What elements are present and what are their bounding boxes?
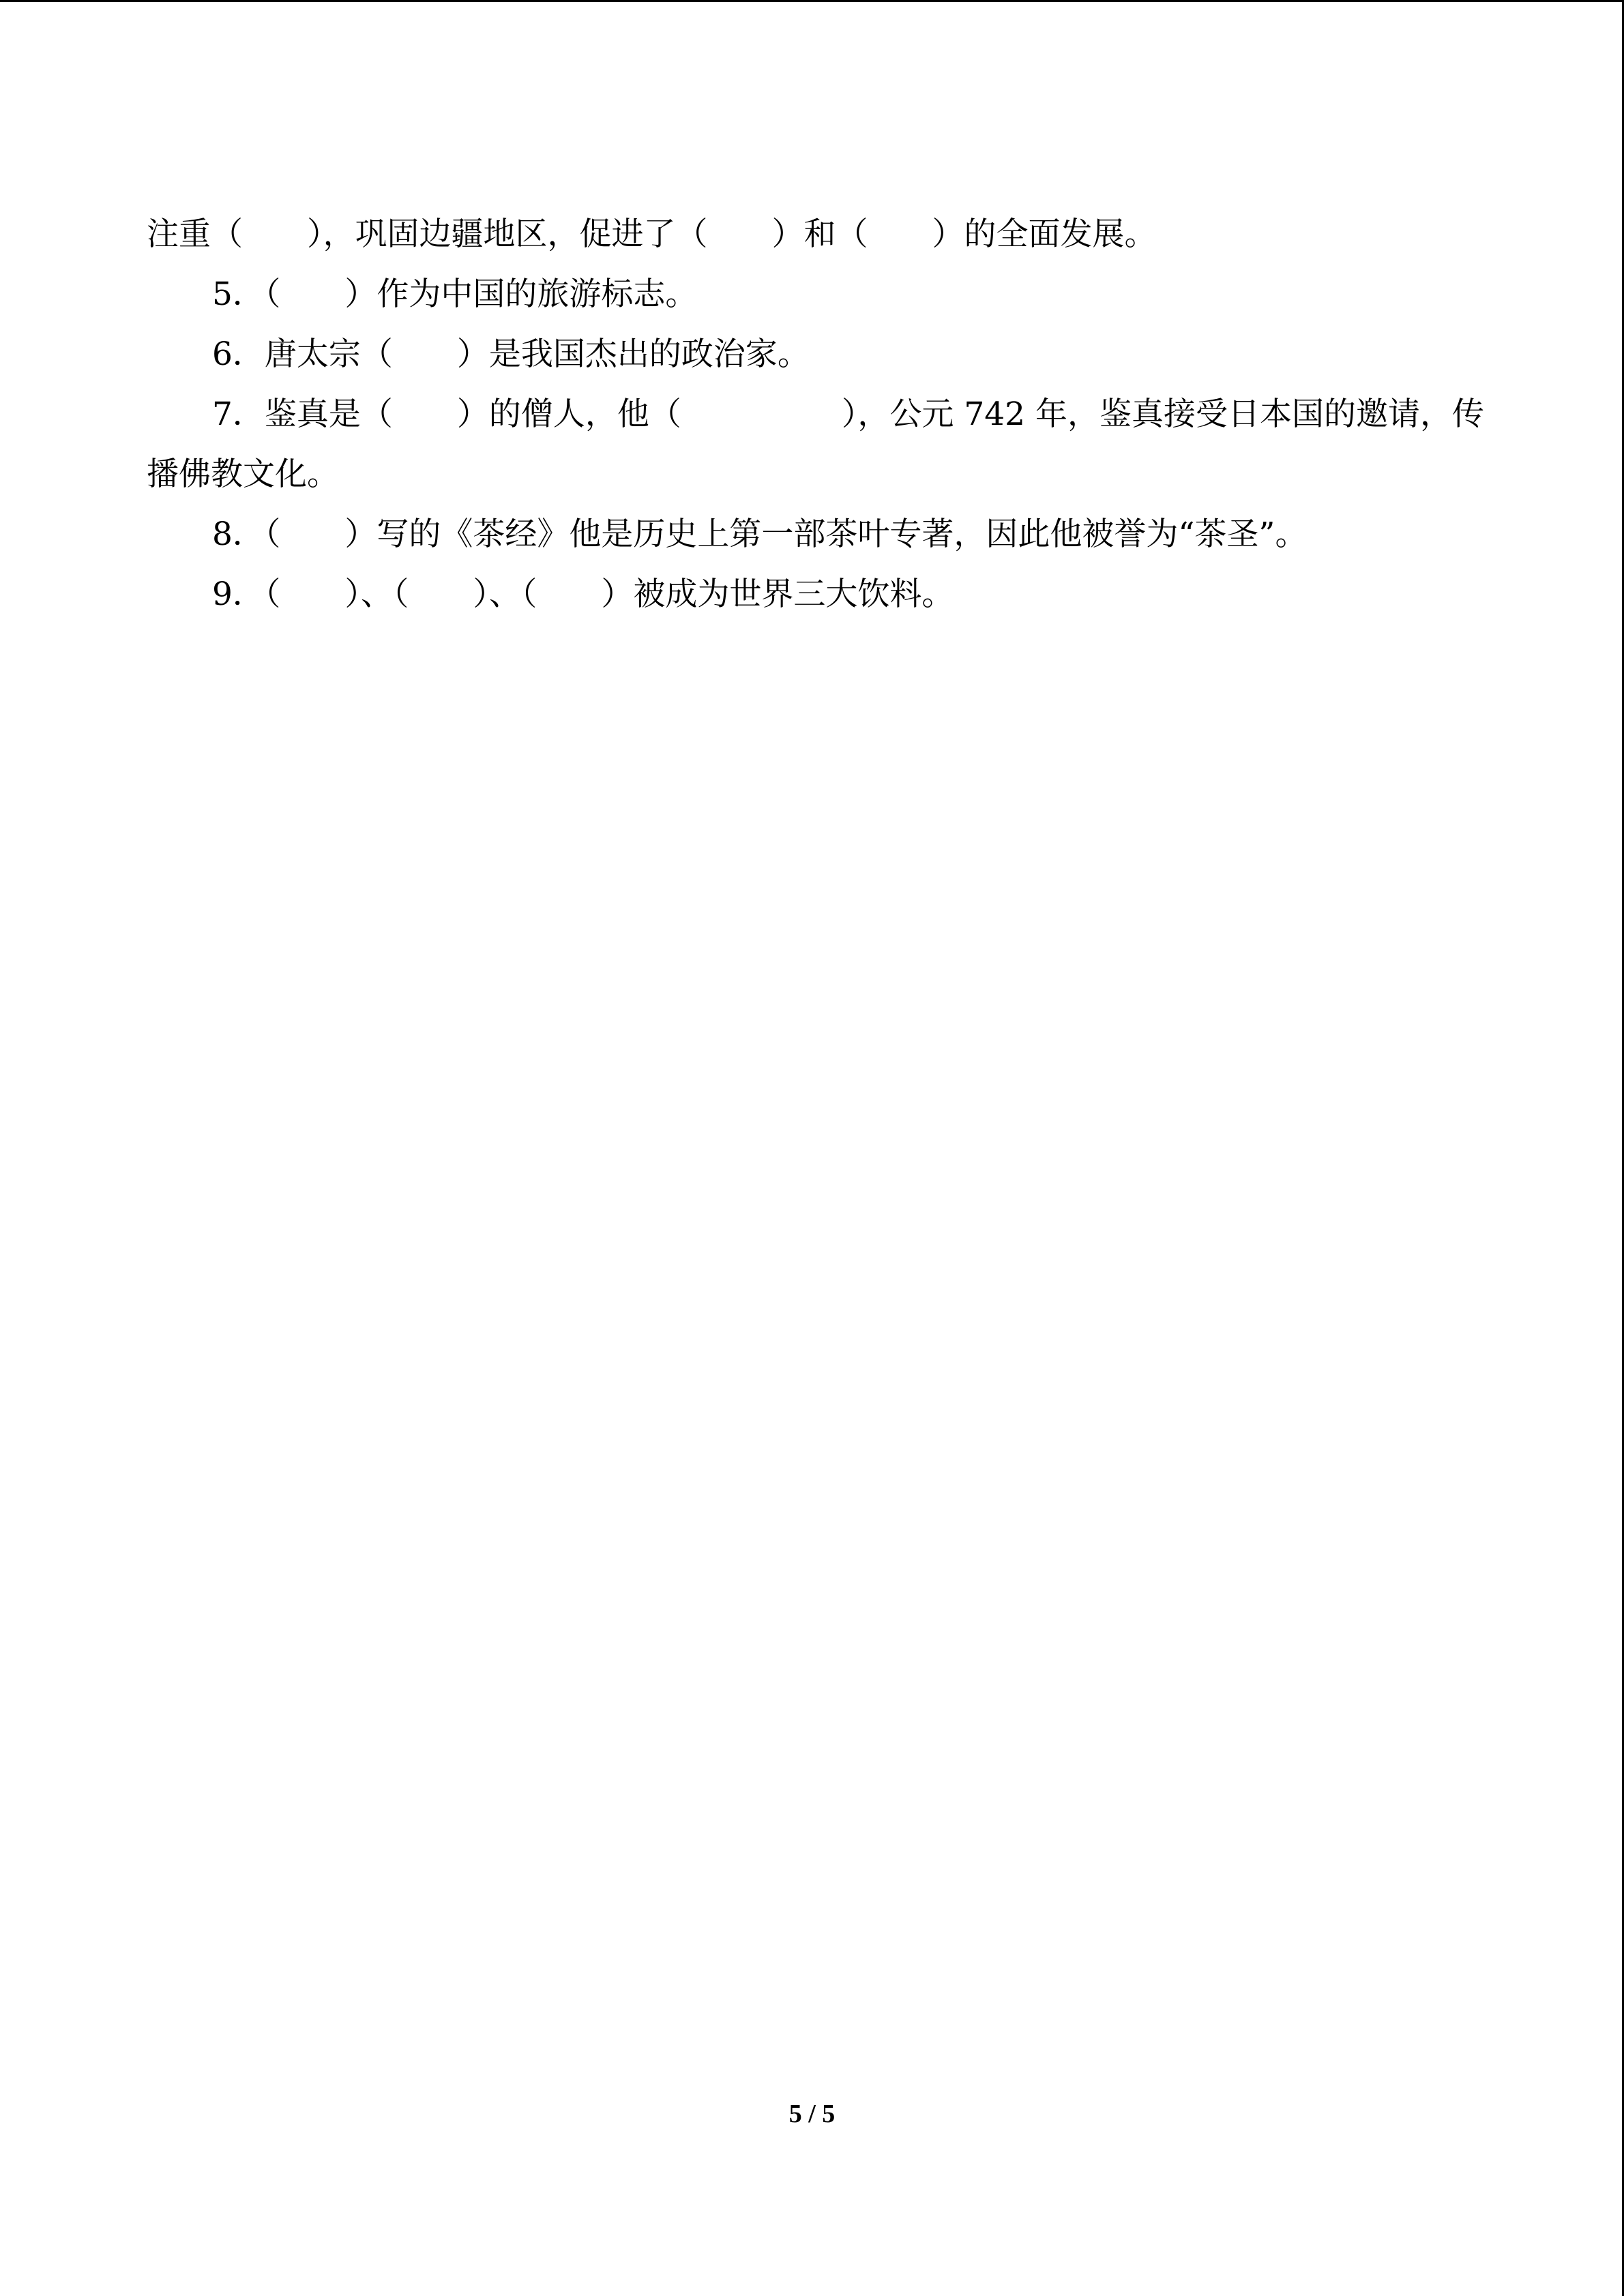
question-7-continuation: 播佛教文化。 xyxy=(147,456,339,493)
question-5: 5．（ ）作为中国的旅游标志。 xyxy=(212,275,698,313)
question-7: 7．鉴真是（ ）的僧人，他（ ），公元 742 年，鉴真接受日本国的邀请，传 xyxy=(212,396,1484,433)
question-6: 6．唐太宗（ ）是我国杰出的政治家。 xyxy=(212,336,810,373)
question-4-continuation: 注重（ ），巩固边疆地区，促进了（ ）和（ ）的全面发展。 xyxy=(147,215,1157,253)
page-top-border xyxy=(0,0,1624,2)
document-body xyxy=(147,205,1484,625)
question-9: 9．（ ）、（ ）、（ ）被成为世界三大饮料。 xyxy=(212,576,954,613)
page-number: 5 / 5 xyxy=(788,2100,836,2128)
question-8: 8．（ ）写的《茶经》他是历史上第一部茶叶专著，因此他被誉为“茶圣”。 xyxy=(212,516,1308,553)
